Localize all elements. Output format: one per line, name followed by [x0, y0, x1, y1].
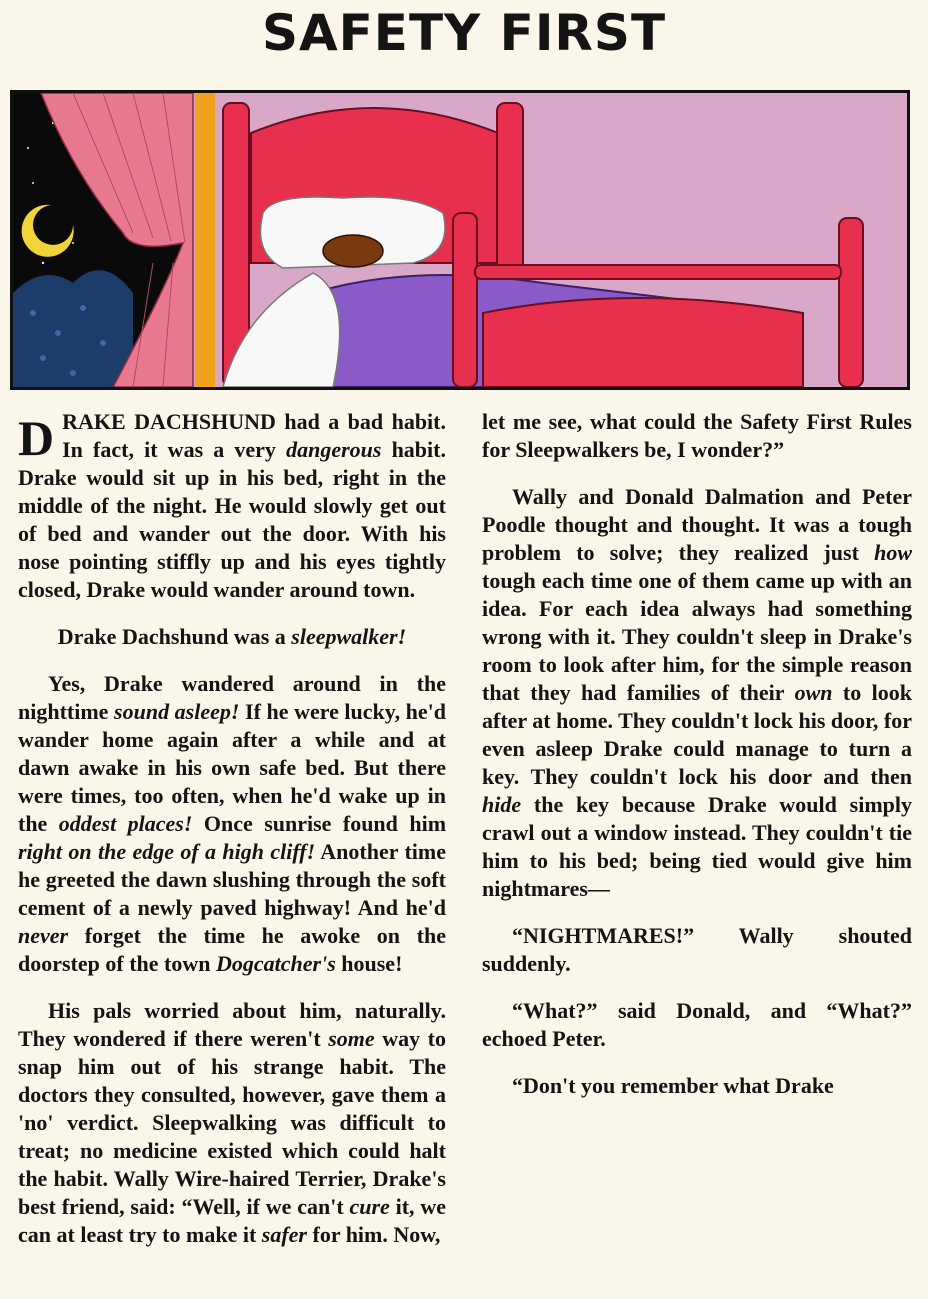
- drop-cap: D: [18, 410, 55, 466]
- footboard: [483, 298, 803, 387]
- bedroom-scene: [13, 93, 907, 387]
- paragraph: “What?” said Donald, and “What?” echoed Peter.: [482, 998, 912, 1051]
- door-frame: [195, 93, 215, 387]
- paragraph: Wally and Donald Dalmation and Peter Poodle thought and thought. It was a tough problem to solve; they realized just how tough each time one of them came up with an idea. For each idea always had something wrong with it. They couldn't sleep in Drake's room to look after him, for the simple reason that they had families of their own to look after at home. They couldn't lock his door, for even asleep Drake could manage to turn a key. They couldn't lock his door and then hide the key because Drake would simply crawl out a window instead. They couldn't tie him to his bed; being tied would give him nightmares—: [482, 484, 912, 901]
- story-illustration: [10, 90, 910, 390]
- paragraph-continued: let me see, what could the Safety First Rules for Sleepwalkers be, I wonder?”: [482, 409, 912, 462]
- story-column-right: [482, 408, 912, 1119]
- story-title: SAFETY FIRST: [261, 4, 667, 62]
- paragraph: “Don't you remember what Drake: [512, 1073, 834, 1098]
- story-column-left: [18, 408, 446, 1268]
- paragraph: His pals worried about him, naturally. They wondered if there weren't some way to snap him out of his strange habit. The doctors they consulted, however, gave them a 'no' verdict. Sleepwalking was difficult to treat; no medicine existed which could halt the habit. Wally Wire-haired Terrier, Drake's best friend, said: “Well, if we can't cure it, we can at least try to make it safer for him. Now,: [18, 998, 446, 1247]
- lead-in: RAKE DACHSHUND: [62, 409, 276, 434]
- paragraph: Yes, Drake wandered around in the nighttime sound asleep! If he were lucky, he'd wander home again after a while and at dawn awake in his own safe bed. But there were times, too often, when he'd wake up in the oddest places! Once sunrise found him right on the edge of a high cliff! Another time he greeted the dawn slushing through the soft cement of a newly paved highway! And he'd never forget the time he awoke on the doorstep of the town Dogcatcher's house!: [18, 671, 446, 976]
- paragraph: “NIGHTMARES!” Wally shouted suddenly.: [482, 923, 912, 976]
- paragraph: Drake Dachshund was a sleepwalker!: [57, 624, 407, 649]
- paragraph: DRAKE DACHSHUND had a bad habit. In fact, it was a very dangerous habit. Drake would sit up in his bed, right in the middle of the night. He would slowly get out of bed and wander out the door. With his nose pointing stiffly up and his eyes tightly closed, Drake would wander around town.: [18, 409, 446, 602]
- sleeping-dog: [323, 235, 383, 267]
